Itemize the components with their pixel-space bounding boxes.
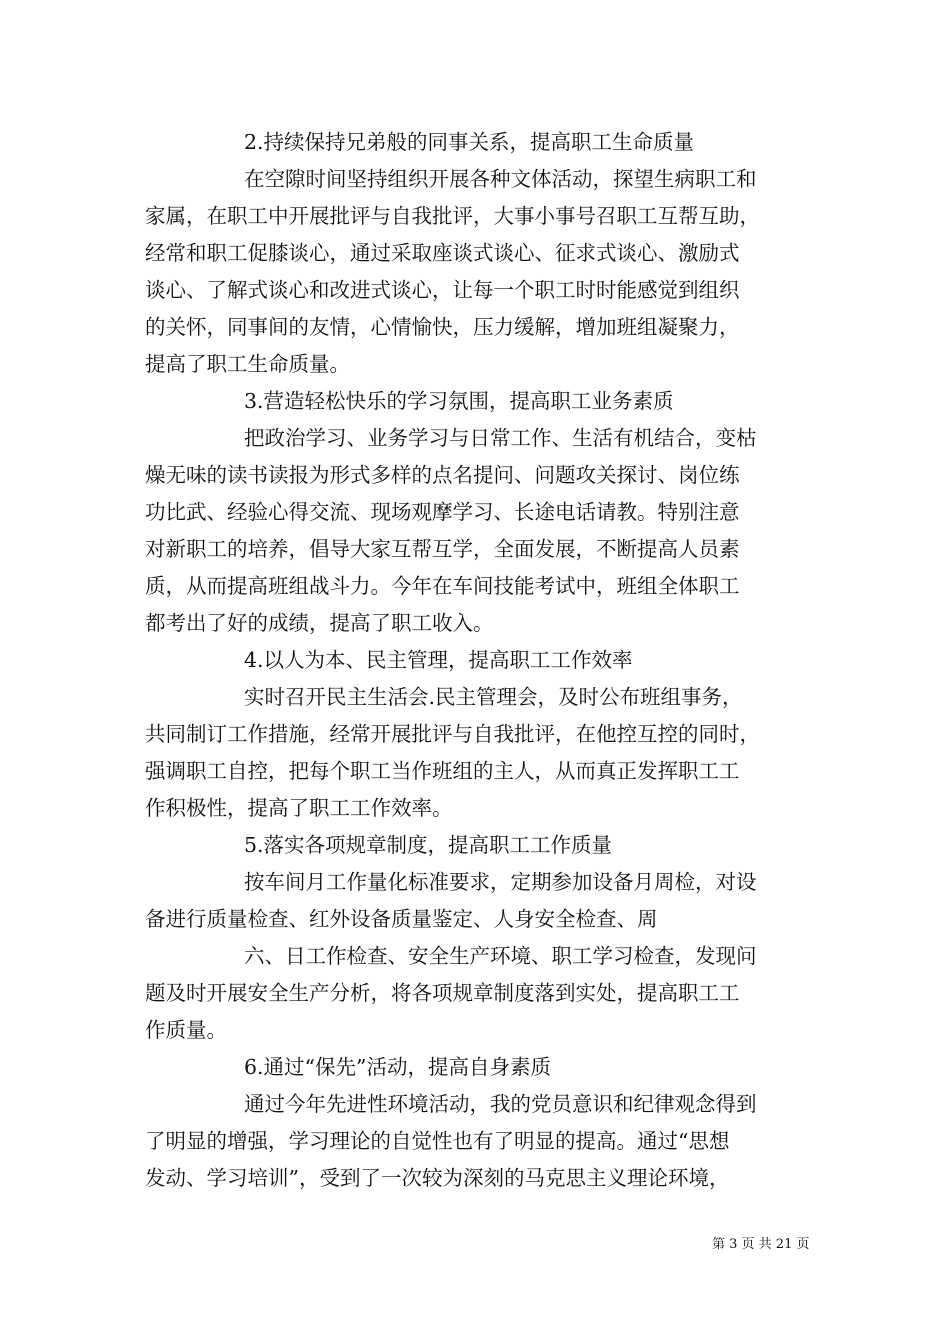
section-heading-5: 5.落实各项规章制度，提高职工工作质量 bbox=[244, 833, 613, 857]
section-heading-2: 2.持续保持兄弟般的同事关系，提高职工生命质量 bbox=[244, 130, 695, 154]
paragraph-line: 都考出了好的成绩，提高了职工收入。 bbox=[145, 611, 494, 635]
paragraph-line: 按车间月工作量化标准要求，定期参加设备月周检，对设 bbox=[244, 870, 757, 894]
paragraph-line: 提高了职工生命质量。 bbox=[145, 352, 350, 376]
paragraph-line: 在空隙时间坚持组织开展各种文体活动，探望生病职工和 bbox=[244, 167, 757, 191]
paragraph-line: 共同制订工作措施，经常开展批评与自我批评，在他控互控的同时， bbox=[145, 722, 760, 746]
paragraph-line: 强调职工自控，把每个职工当作班组的主人，从而真正发挥职工工 bbox=[145, 759, 740, 783]
paragraph-line: 作积极性，提高了职工工作效率。 bbox=[145, 796, 453, 820]
paragraph-line: 发动、学习培训”，受到了一次较为深刻的马克思主义理论环境， bbox=[145, 1166, 730, 1190]
paragraph-line: 题及时开展安全生产分析，将各项规章制度落到实处，提高职工工 bbox=[145, 981, 740, 1005]
paragraph-line: 家属，在职工中开展批评与自我批评，大事小事号召职工互帮互助， bbox=[145, 204, 760, 228]
paragraph-line: 作质量。 bbox=[145, 1018, 227, 1042]
paragraph-line: 经常和职工促膝谈心，通过采取座谈式谈心、征求式谈心、激励式 bbox=[145, 241, 740, 265]
page-number-footer: 第 3 页 共 21 页 bbox=[712, 1237, 810, 1252]
paragraph-line: 谈心、了解式谈心和改进式谈心，让每一个职工时时能感觉到组织 bbox=[145, 278, 740, 302]
section-heading-6: 6.通过“保先”活动，提高自身素质 bbox=[244, 1055, 552, 1079]
paragraph-line: 把政治学习、业务学习与日常工作、生活有机结合，变枯 bbox=[244, 426, 757, 450]
paragraph-line: 质，从而提高班组战斗力。今年在车间技能考试中，班组全体职工 bbox=[145, 574, 740, 598]
paragraph-line: 燥无味的读书读报为形式多样的点名提问、问题攻关探讨、岗位练 bbox=[145, 463, 740, 487]
paragraph-line: 对新职工的培养，倡导大家互帮互学，全面发展，不断提高人员素 bbox=[145, 537, 740, 561]
paragraph-line: 实时召开民主生活会.民主管理会，及时公布班组事务， bbox=[244, 685, 743, 709]
paragraph-line: 的关怀，同事间的友情，心情愉快，压力缓解，增加班组凝聚力， bbox=[145, 315, 740, 339]
section-heading-3: 3.营造轻松快乐的学习氛围，提高职工业务素质 bbox=[244, 389, 674, 413]
paragraph-line: 通过今年先进性环境活动，我的党员意识和纪律观念得到 bbox=[244, 1092, 757, 1116]
paragraph-line: 六、日工作检查、安全生产环境、职工学习检查，发现问 bbox=[244, 944, 757, 968]
paragraph-line: 了明显的增强，学习理论的自觉性也有了明显的提高。通过“思想 bbox=[145, 1129, 730, 1153]
paragraph-line: 备进行质量检查、红外设备质量鉴定、人身安全检查、周 bbox=[145, 907, 658, 931]
paragraph-line: 功比武、经验心得交流、现场观摩学习、长途电话请教。特别注意 bbox=[145, 500, 740, 524]
section-heading-4: 4.以人为本、民主管理，提高职工工作效率 bbox=[244, 648, 633, 672]
